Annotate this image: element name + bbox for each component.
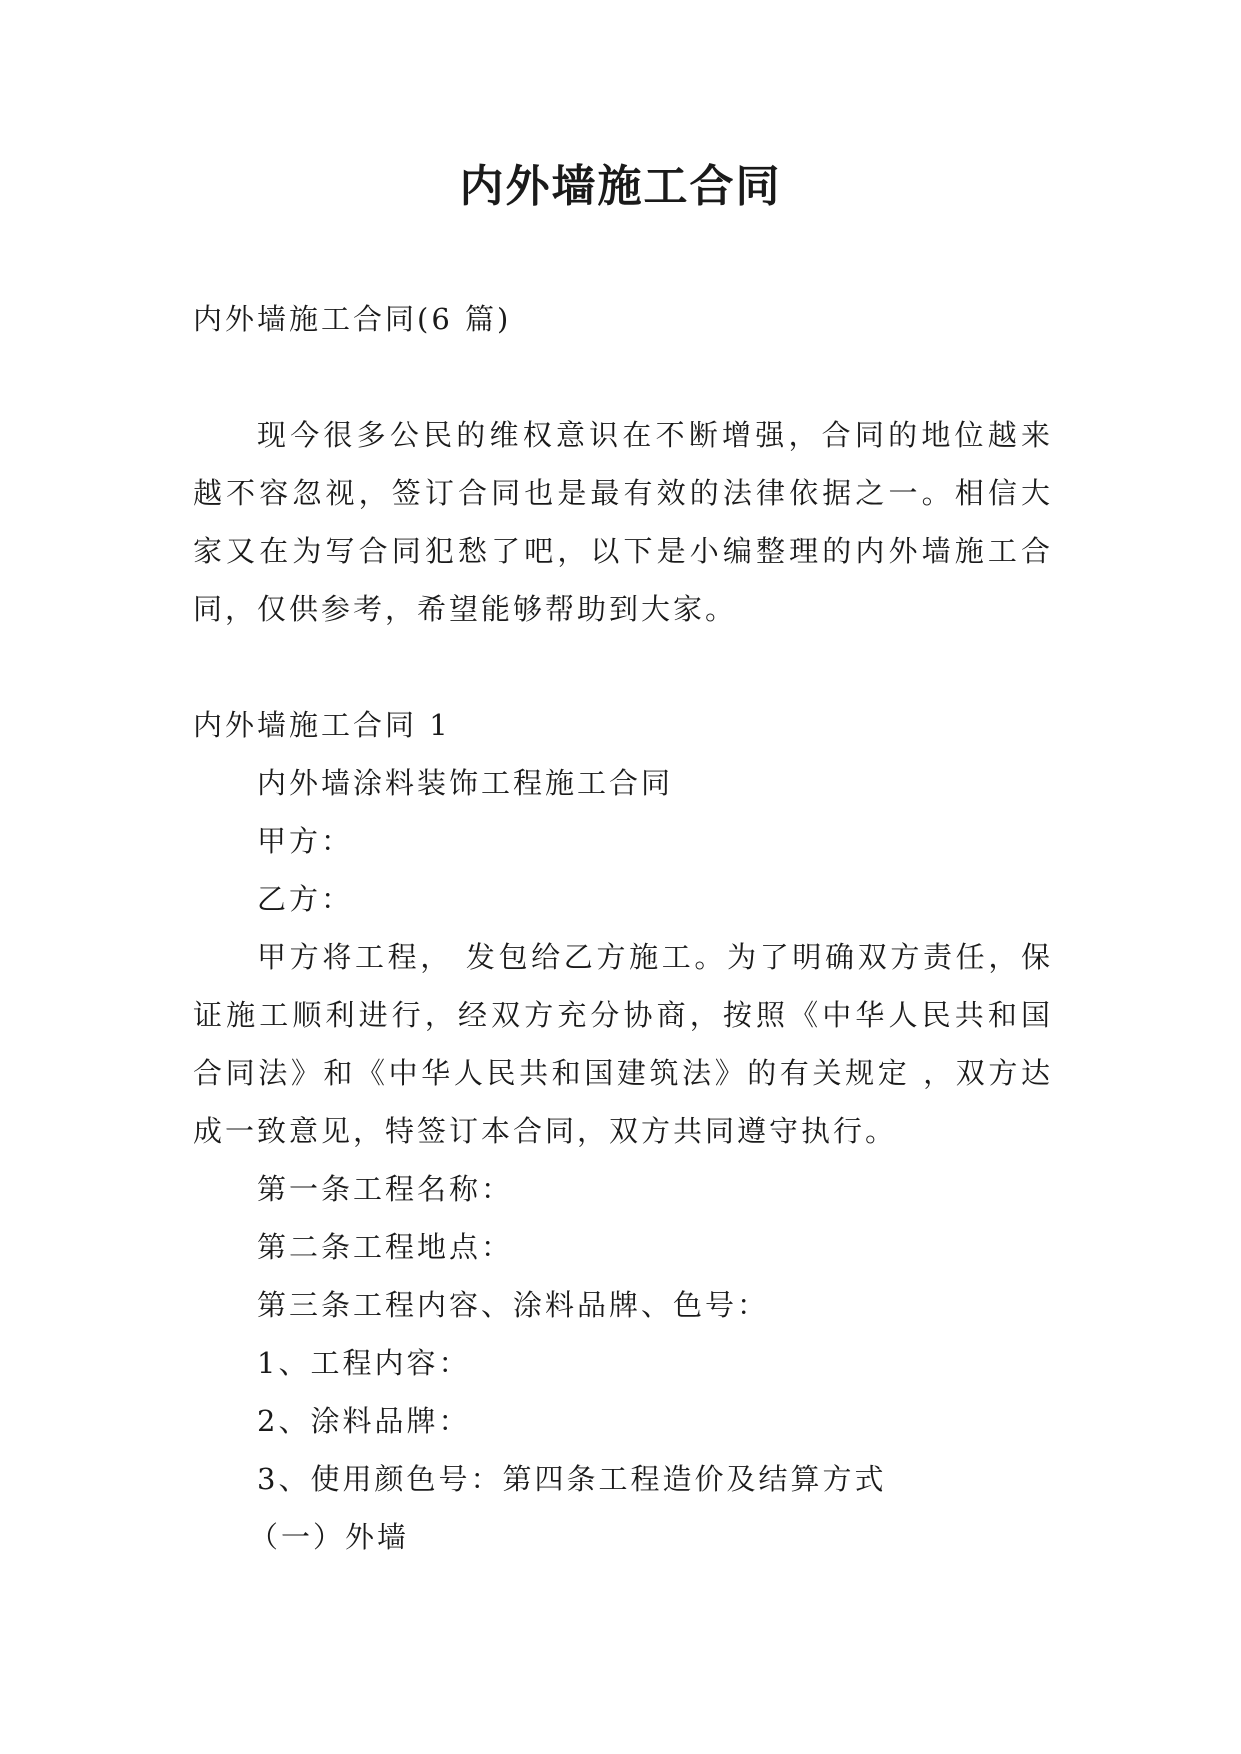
spacer (193, 348, 1053, 406)
contract-title: 内外墙涂料装饰工程施工合同 (257, 766, 674, 800)
article-project-location: 第二条工程地点： (257, 1230, 514, 1264)
section-heading: 内外墙施工合同 1 (193, 708, 451, 742)
intro-paragraph: 现今很多公民的维权意识在不断增强，合同的地位越来越不容忽视，签订合同也是最有效的法律依据之一。相信大家又在为写合同犯愁了吧，以下是小编整理的内外墙施工合同，仅供参考，希望能够帮助到大家。 (193, 418, 1053, 626)
party-b-label: 乙方： (257, 882, 354, 916)
party-a-label: 甲方： (257, 824, 354, 858)
document-body (193, 290, 1053, 1566)
item-paint-brand: 2、涂料品牌： (257, 1404, 471, 1438)
document-title: 内外墙施工合同 (459, 161, 782, 212)
document-subtitle: 内外墙施工合同(6 篇) (193, 302, 512, 336)
item-project-content: 1、工程内容： (257, 1346, 471, 1380)
article-project-name: 第一条工程名称： (257, 1172, 514, 1206)
article-project-content: 第三条工程内容、涂料品牌、色号： (257, 1288, 770, 1322)
item-color-number: 3、使用颜色号：第四条工程造价及结算方式 (257, 1462, 887, 1496)
preamble-paragraph: 甲方将工程， 发包给乙方施工。为了明确双方责任，保证施工顺利进行，经双方充分协商，按照《中华人民共和国合同法》和《中华人民共和国建筑法》的有关规定 ，双方达成一致意见，特签订本合同，双方共同遵守执行。 (193, 940, 1053, 1148)
spacer (193, 638, 1053, 696)
sub-item-exterior-wall: （一）外墙 (249, 1520, 410, 1554)
